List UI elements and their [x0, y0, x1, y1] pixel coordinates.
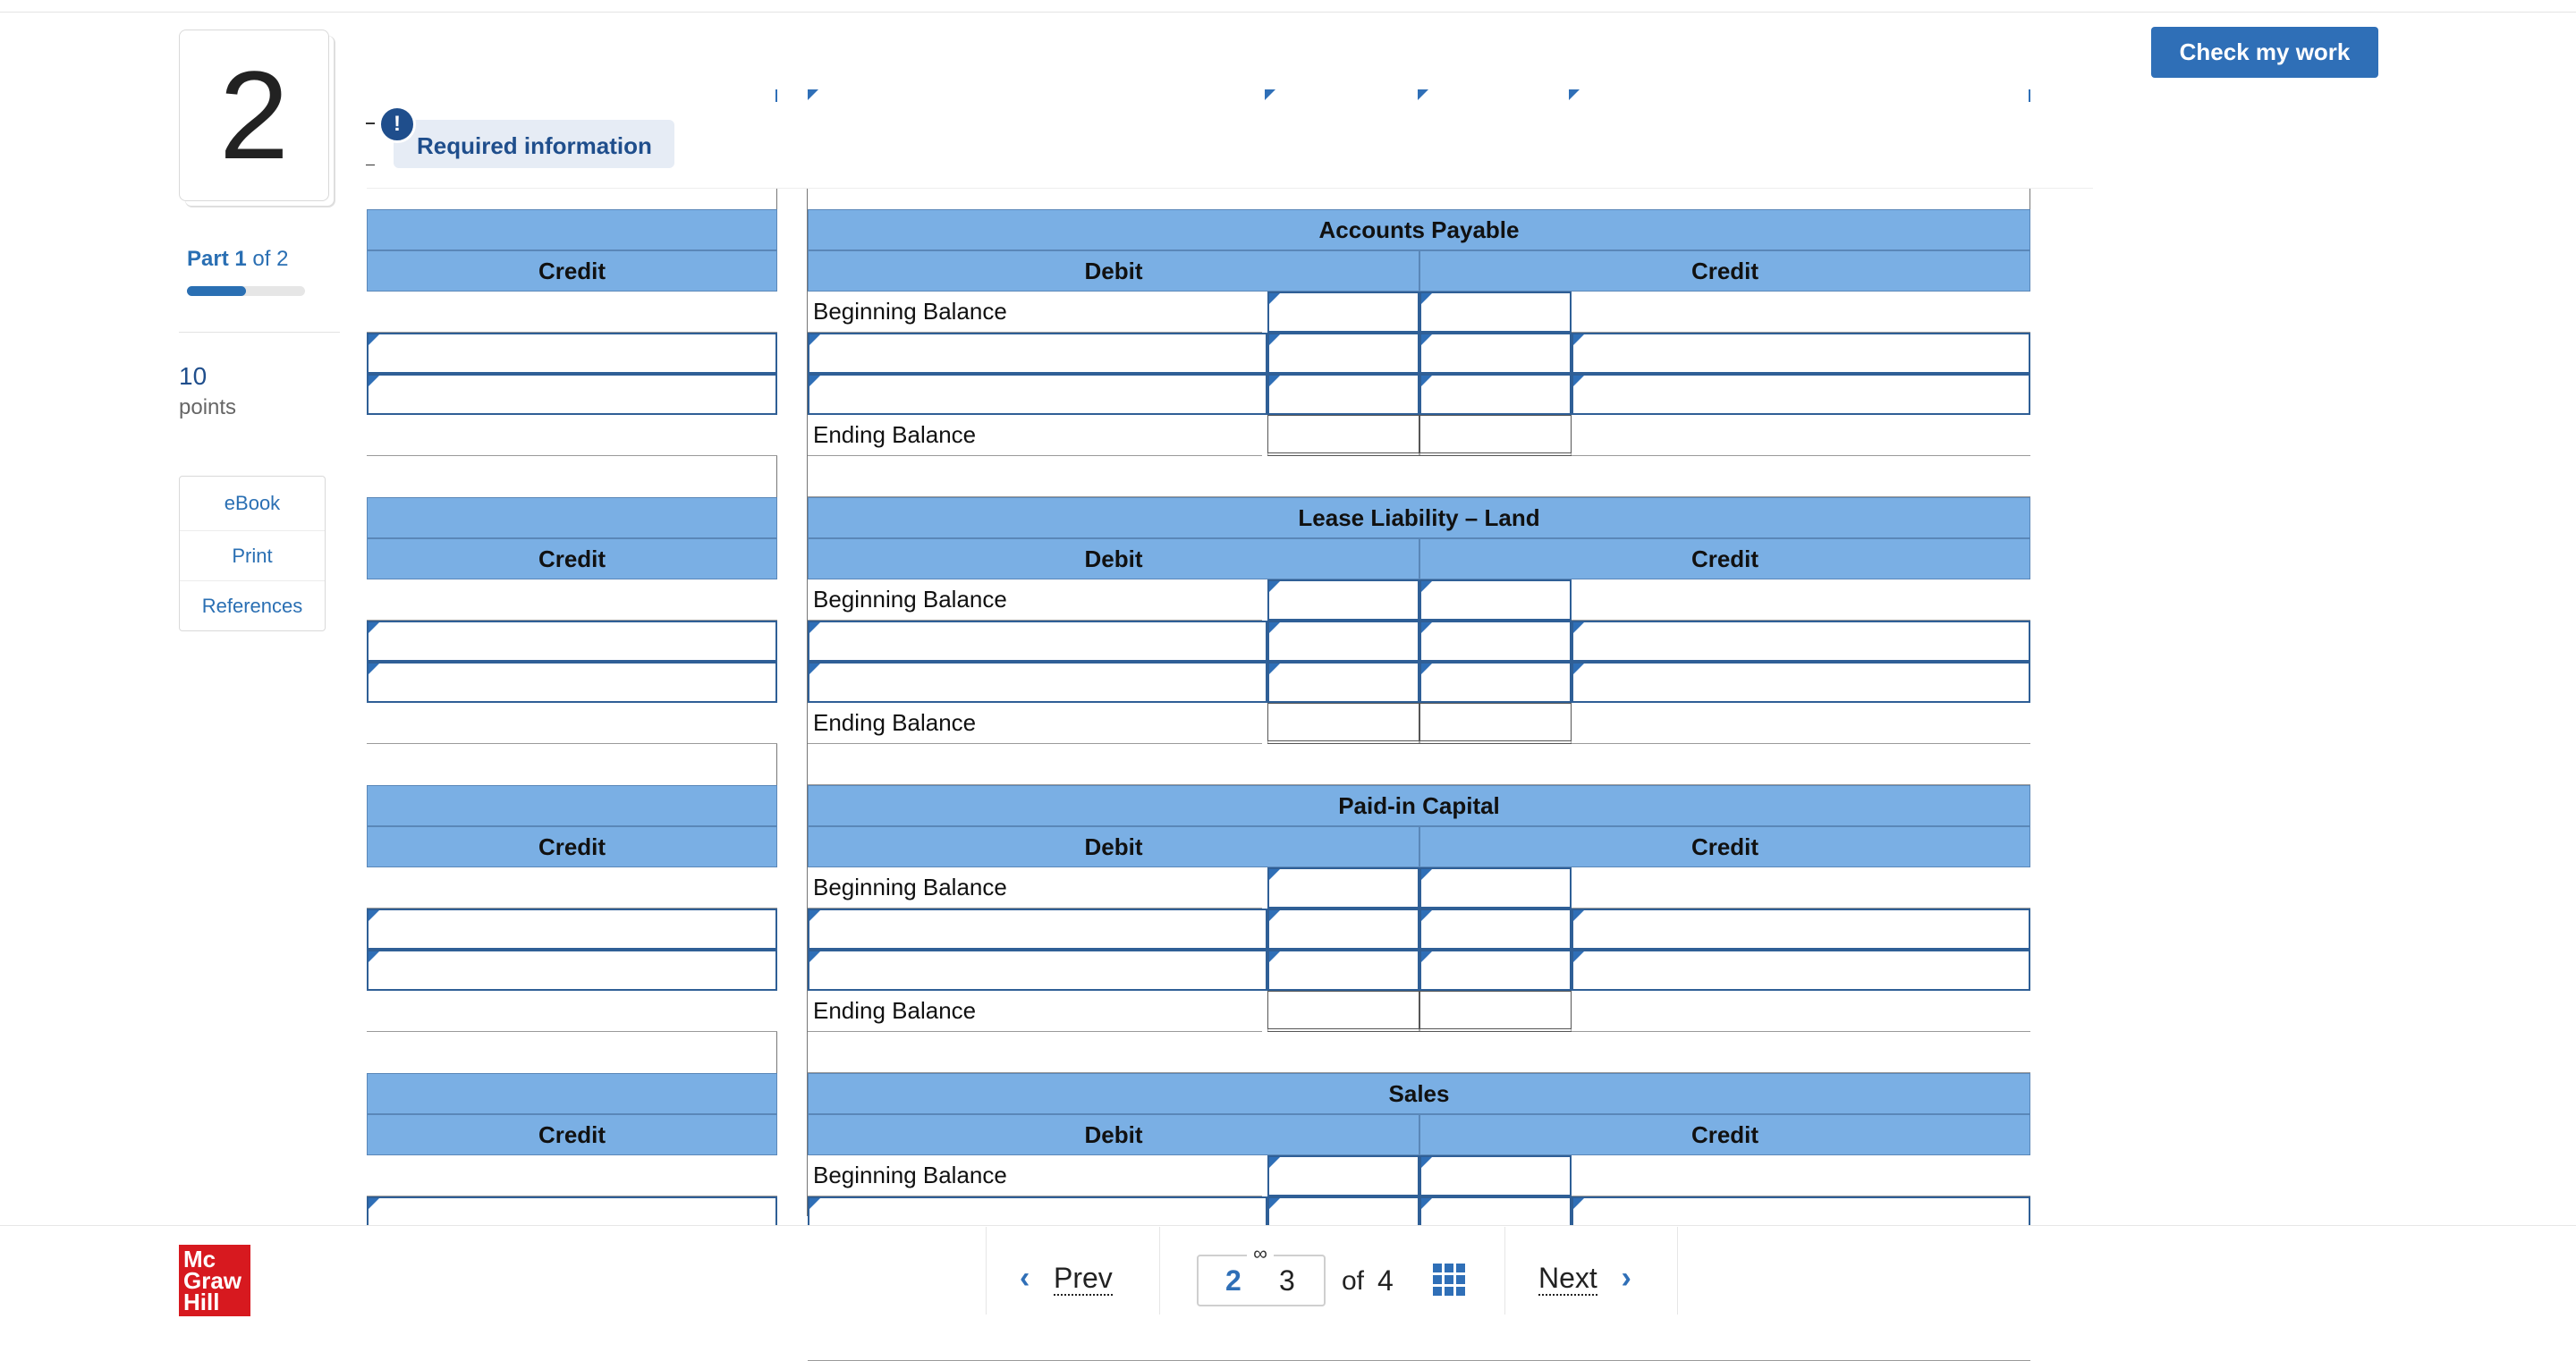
ending-credit-total — [1419, 415, 1572, 456]
left-credit-header: Credit — [367, 538, 777, 579]
part-current: 1 — [234, 247, 247, 271]
beginning-balance-label: Beginning Balance — [808, 292, 1262, 333]
page-of-label: of — [1342, 1266, 1365, 1296]
credit-header: Credit — [1419, 250, 2030, 292]
credit-account-input[interactable] — [1572, 909, 2030, 950]
left-credit-header: Credit — [367, 826, 777, 867]
left-credit-input[interactable] — [367, 950, 777, 991]
left-credit-input[interactable] — [367, 909, 777, 950]
spacer-row — [808, 1032, 2030, 1073]
part-progress-bar — [187, 286, 305, 296]
ending-credit-total — [1419, 703, 1572, 744]
collapse-dash — [366, 123, 375, 124]
column-stub — [775, 89, 777, 102]
ending-credit-total — [1419, 991, 1572, 1032]
tools-panel — [179, 476, 326, 631]
left-divider — [179, 332, 340, 333]
account-title: Paid-in Capital — [808, 785, 2030, 826]
link-icon: ∞ — [1247, 1245, 1274, 1263]
ending-debit-total — [1267, 991, 1419, 1032]
left-row — [367, 415, 777, 456]
top-divider — [0, 12, 2576, 13]
logo-line: Mc — [183, 1246, 216, 1272]
ending-balance-label: Ending Balance — [808, 991, 1262, 1032]
credit-amount-input[interactable] — [1419, 662, 1572, 703]
credit-header: Credit — [1419, 1114, 2030, 1155]
points-value: 10 — [179, 362, 208, 390]
required-info-text[interactable]: Required information — [417, 132, 652, 159]
debit-amount-input[interactable] — [1267, 662, 1419, 703]
credit-row — [1572, 1155, 2030, 1196]
left-credit-input[interactable] — [367, 621, 777, 662]
debit-amount-input[interactable] — [1267, 333, 1419, 374]
debit-amount-input[interactable] — [1267, 374, 1419, 415]
credit-amount-input[interactable] — [1419, 621, 1572, 662]
debit-amount-input[interactable] — [1267, 950, 1419, 991]
references-link[interactable]: References — [180, 580, 325, 630]
ending-balance-label: Ending Balance — [808, 703, 1262, 744]
input-marker — [1265, 89, 1275, 100]
left-row — [367, 867, 777, 909]
credit-header: Credit — [1419, 826, 2030, 867]
credit-account-input[interactable] — [1572, 662, 2030, 703]
debit-account-input[interactable] — [808, 621, 1267, 662]
left-row — [367, 579, 777, 621]
spacer-row — [808, 744, 2030, 785]
column-stub — [2029, 89, 2030, 102]
ebook-link[interactable]: eBook — [224, 492, 281, 514]
question-number: 2 — [219, 45, 289, 185]
credit-amount-input[interactable] — [1419, 333, 1572, 374]
logo-line: Graw — [183, 1267, 242, 1294]
mcgraw-hill-logo — [179, 1245, 250, 1316]
chevron-left-icon: ‹ — [1020, 1261, 1030, 1295]
beginning-balance-label: Beginning Balance — [808, 579, 1262, 621]
account-title: Sales — [808, 1073, 2030, 1114]
credit-amount-input[interactable] — [1419, 374, 1572, 415]
left-title-row — [367, 209, 777, 250]
left-credit-input[interactable] — [367, 333, 777, 374]
beginning-credit-input[interactable] — [1419, 1155, 1572, 1196]
credit-account-input[interactable] — [1572, 621, 2030, 662]
debit-header: Debit — [808, 1114, 1419, 1155]
credit-row — [1572, 292, 2030, 333]
left-title-row — [367, 497, 777, 538]
part-prefix: Part — [187, 247, 229, 271]
next-page-number[interactable]: 3 — [1279, 1264, 1295, 1297]
debit-account-input[interactable] — [808, 333, 1267, 374]
input-marker — [1569, 89, 1580, 100]
account-title: Accounts Payable — [808, 209, 2030, 250]
ledger-account-block — [367, 497, 2030, 785]
chevron-right-icon: › — [1621, 1261, 1631, 1295]
beginning-debit-input[interactable] — [1267, 579, 1419, 621]
debit-account-input[interactable] — [808, 909, 1267, 950]
part-progress-fill — [187, 286, 246, 296]
logo-line: Hill — [183, 1289, 220, 1315]
credit-account-input[interactable] — [1572, 333, 2030, 374]
credit-account-input[interactable] — [1572, 374, 2030, 415]
credit-row — [1572, 579, 2030, 621]
left-credit-header: Credit — [367, 1114, 777, 1155]
points-label: points — [179, 395, 237, 419]
ending-debit-total — [1267, 415, 1419, 456]
left-credit-input[interactable] — [367, 374, 777, 415]
nav-divider — [1677, 1227, 1678, 1315]
debit-header: Debit — [808, 826, 1419, 867]
grid-icon[interactable] — [1433, 1264, 1465, 1296]
beginning-credit-input[interactable] — [1419, 867, 1572, 909]
debit-account-input[interactable] — [808, 950, 1267, 991]
credit-header: Credit — [1419, 538, 2030, 579]
credit-row — [1572, 991, 2030, 1032]
debit-account-input[interactable] — [808, 374, 1267, 415]
prev-label: Prev — [1054, 1262, 1113, 1294]
beginning-balance-label: Beginning Balance — [808, 867, 1262, 909]
print-link[interactable]: Print — [180, 530, 325, 580]
check-my-work-button[interactable]: Check my work — [2151, 27, 2378, 78]
ending-balance-label: Ending Balance — [808, 415, 1262, 456]
current-page[interactable]: 2 — [1225, 1264, 1241, 1297]
part-of: of 2 — [252, 247, 289, 271]
total-pages: 4 — [1377, 1264, 1394, 1297]
beginning-balance-label: Beginning Balance — [808, 1155, 1262, 1196]
debit-header: Debit — [808, 538, 1419, 579]
spacer-row — [808, 456, 2030, 497]
credit-amount-input[interactable] — [1419, 909, 1572, 950]
part-indicator — [187, 247, 288, 272]
beginning-debit-input[interactable] — [1267, 292, 1419, 333]
left-row — [367, 703, 777, 744]
info-alert-icon: ! — [378, 106, 416, 143]
left-title-row — [367, 1073, 777, 1114]
input-marker — [808, 89, 818, 100]
left-row — [367, 292, 777, 333]
input-marker — [1418, 89, 1428, 100]
credit-row — [1572, 867, 2030, 909]
left-row — [367, 991, 777, 1032]
beginning-credit-input[interactable] — [1419, 579, 1572, 621]
ledger-account-block — [367, 209, 2030, 497]
account-title: Lease Liability – Land — [808, 497, 2030, 538]
left-credit-header: Credit — [367, 250, 777, 292]
ledger-account-block — [367, 785, 2030, 1073]
left-title-row — [367, 785, 777, 826]
debit-amount-input[interactable] — [1267, 621, 1419, 662]
credit-row — [1572, 415, 2030, 456]
beginning-credit-input[interactable] — [1419, 292, 1572, 333]
question-number-card — [179, 30, 329, 201]
beginning-debit-input[interactable] — [1267, 1155, 1419, 1196]
credit-row — [1572, 703, 2030, 744]
debit-header: Debit — [808, 250, 1419, 292]
nav-divider — [1159, 1227, 1160, 1315]
left-row — [367, 1155, 777, 1196]
credit-account-input[interactable] — [1572, 950, 2030, 991]
prev-button[interactable] — [1020, 1261, 1113, 1296]
t-account-ledger — [367, 188, 2030, 1216]
nav-divider — [986, 1227, 987, 1315]
credit-amount-input[interactable] — [1419, 950, 1572, 991]
next-label: Next — [1538, 1262, 1597, 1294]
debit-account-input[interactable] — [808, 662, 1267, 703]
left-credit-input[interactable] — [367, 662, 777, 703]
beginning-debit-input[interactable] — [1267, 867, 1419, 909]
nav-divider — [1504, 1227, 1505, 1315]
debit-amount-input[interactable] — [1267, 909, 1419, 950]
next-button[interactable] — [1538, 1261, 1631, 1296]
ending-debit-total — [1267, 703, 1419, 744]
